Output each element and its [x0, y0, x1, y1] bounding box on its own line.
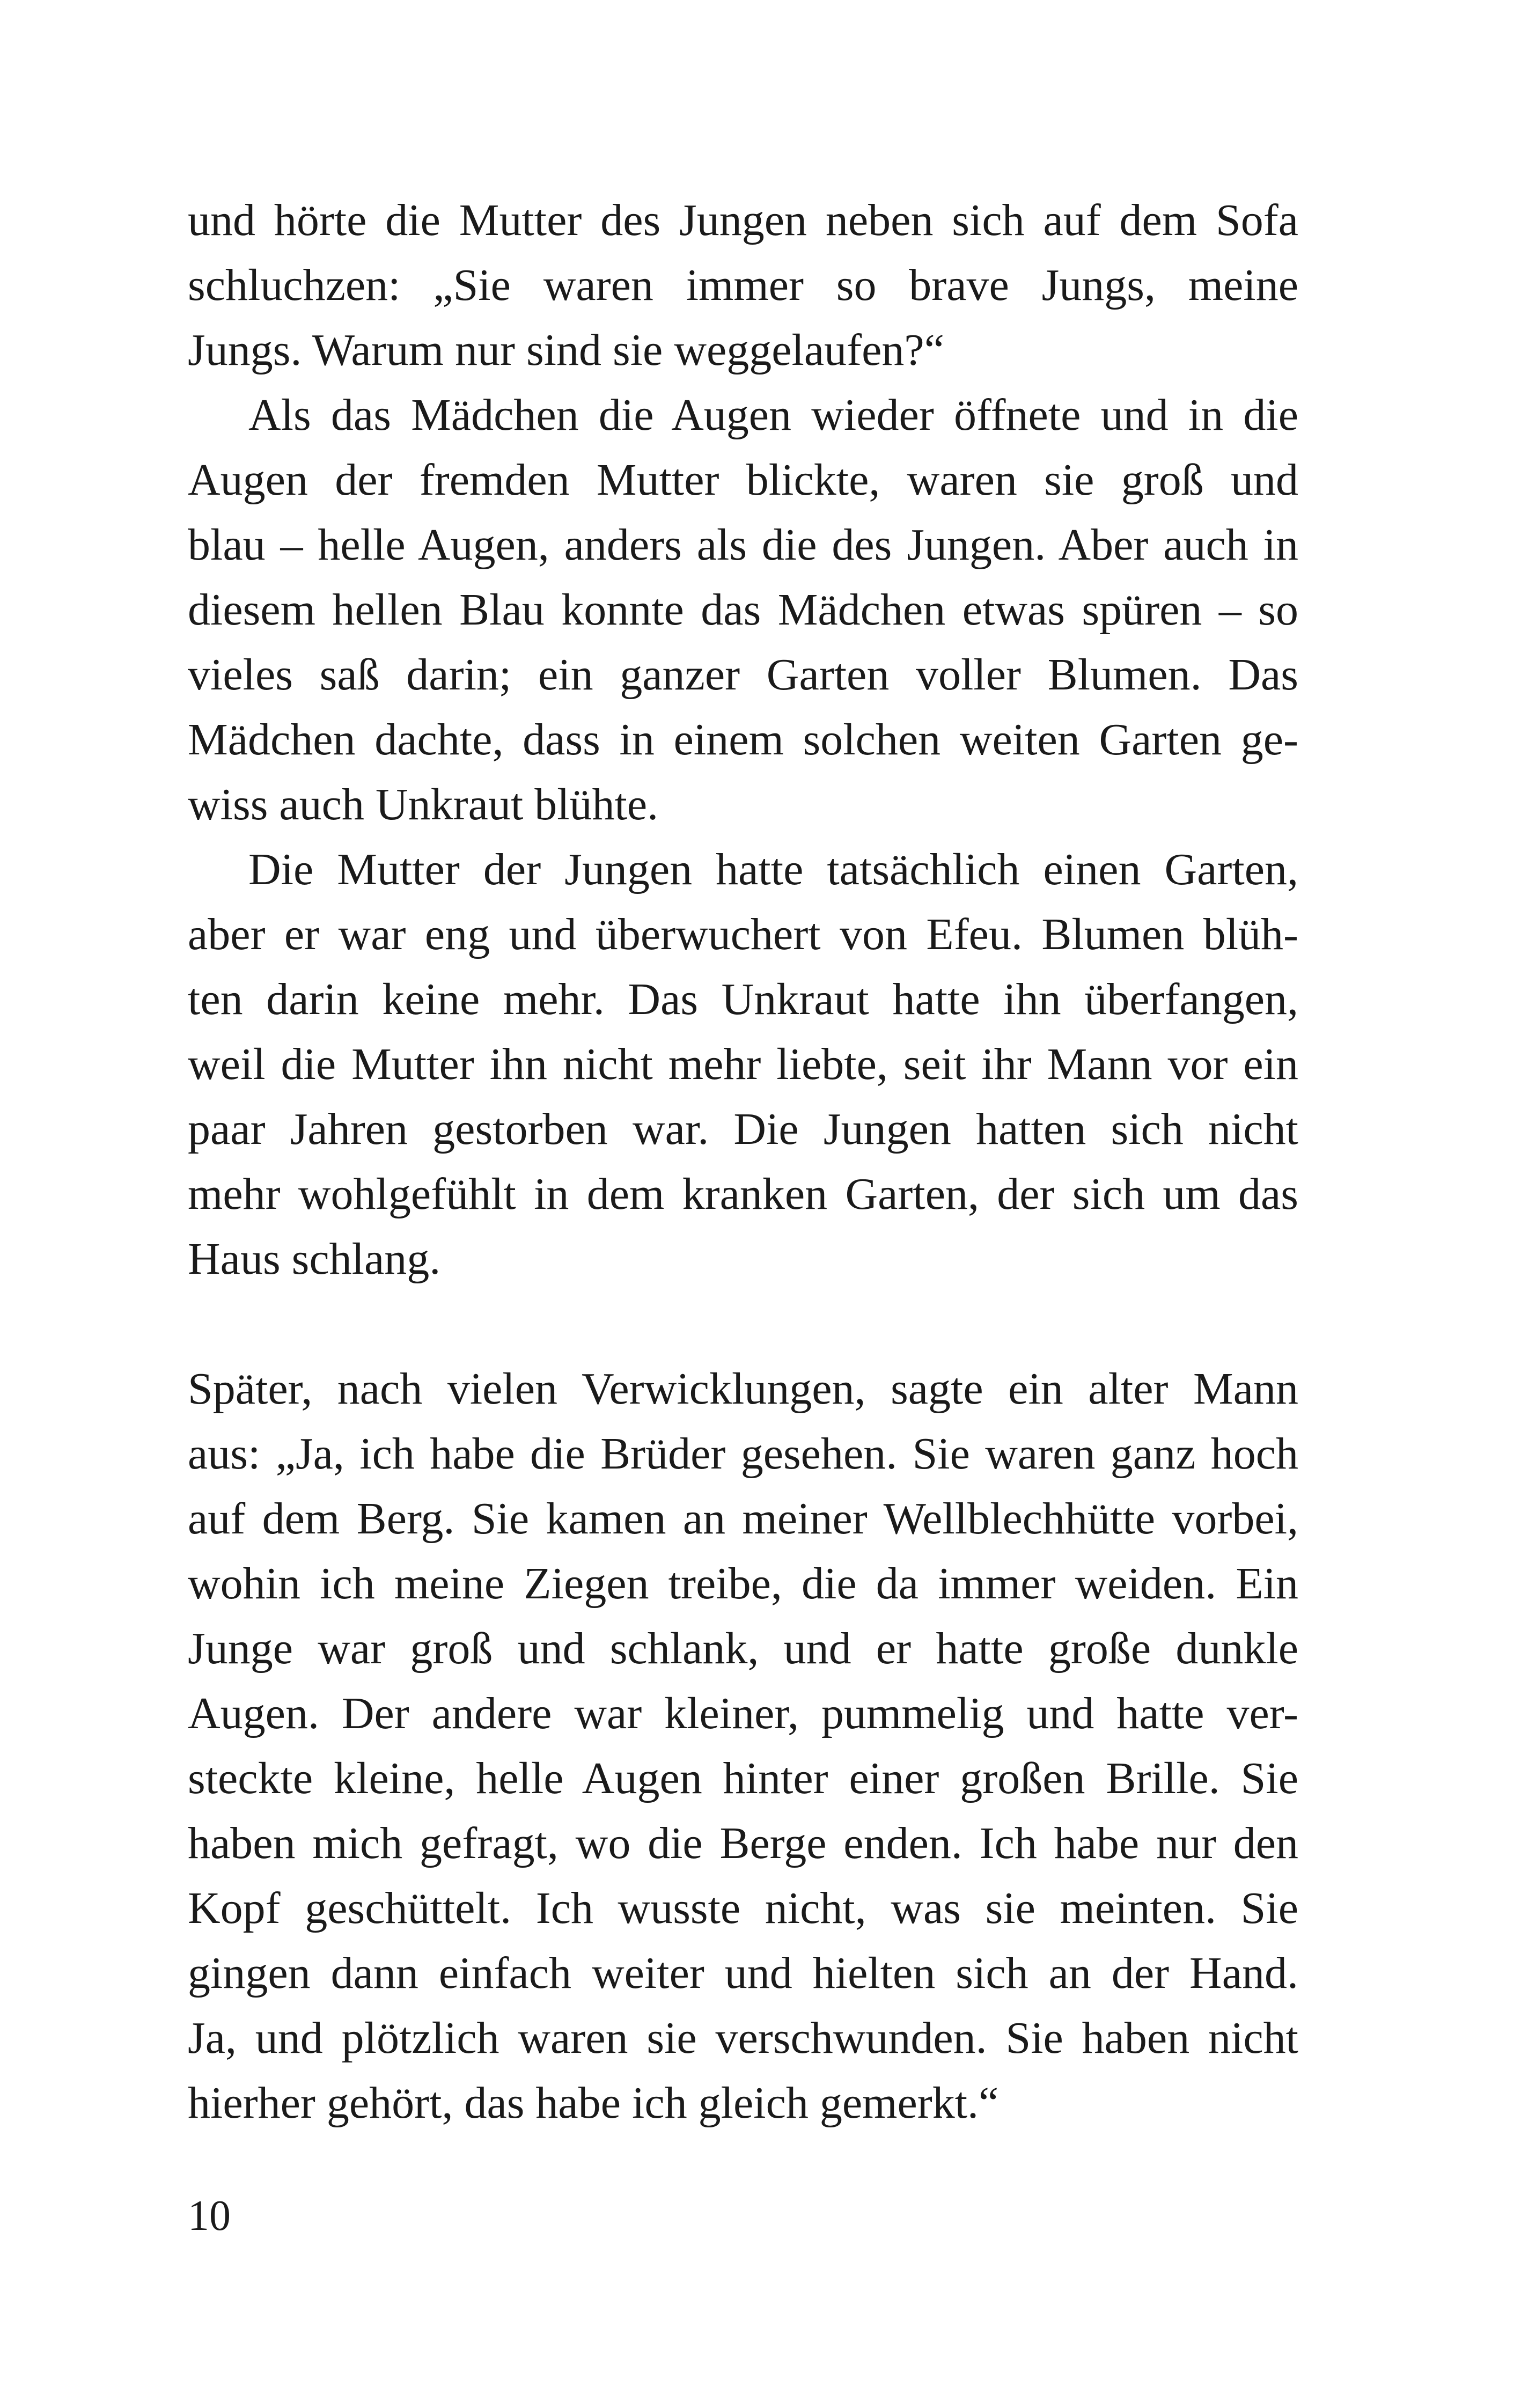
text-line: Haus schlang. — [188, 1234, 441, 1284]
text-line: haben mich gefragt, wo die Berge enden. Ich habe nur den — [188, 1818, 1298, 1868]
text-line: blau – helle Augen, anders als die des Jungen. Aber auch in — [188, 520, 1298, 570]
text-line: Kopf geschüttelt. Ich wusste nicht, was sie meinten. Sie — [188, 1883, 1298, 1933]
text-line: Mädchen dachte, dass in einem solchen weiten Garten ge- — [188, 715, 1298, 765]
page-number: 10 — [188, 2192, 231, 2240]
text-line: steckte kleine, helle Augen hinter einer großen Brille. Sie — [188, 1753, 1298, 1803]
text-line: hierher gehört, das habe ich gleich gemerkt.“ — [188, 2078, 999, 2128]
page-body — [188, 188, 1298, 2135]
text-line: vieles saß darin; ein ganzer Garten voller Blumen. Das — [188, 650, 1298, 700]
text-line: auf dem Berg. Sie kamen an meiner Wellblechhütte vorbei, — [188, 1494, 1298, 1544]
text-line: Junge war groß und schlank, und er hatte große dunkle — [188, 1624, 1298, 1673]
text-line: paar Jahren gestorben war. Die Jungen hatten sich nicht — [188, 1104, 1298, 1154]
paragraph-4 — [188, 1356, 1298, 2135]
text-line: Als das Mädchen die Augen wieder öffnete und in die — [248, 390, 1298, 440]
text-line: ten darin keine mehr. Das Unkraut hatte ihn überfangen, — [188, 974, 1298, 1024]
text-line: wohin ich meine Ziegen treibe, die da immer weiden. Ein — [188, 1559, 1298, 1609]
paragraph-3 — [188, 837, 1298, 1291]
text-line: aber er war eng und überwuchert von Efeu. Blumen blüh- — [188, 909, 1298, 959]
text-line: weil die Mutter ihn nicht mehr liebte, seit ihr Mann vor ein — [188, 1039, 1298, 1089]
text-line: gingen dann einfach weiter und hielten sich an der Hand. — [188, 1948, 1298, 1998]
text-line: und hörte die Mutter des Jungen neben sich auf dem Sofa — [188, 195, 1298, 245]
text-line: diesem hellen Blau konnte das Mädchen etwas spüren – so — [188, 585, 1298, 635]
text-line: mehr wohlgefühlt in dem kranken Garten, der sich um das — [188, 1169, 1298, 1219]
paragraph-1 — [188, 188, 1298, 383]
text-line: Jungs. Warum nur sind sie weggelaufen?“ — [188, 325, 944, 375]
text-line: Die Mutter der Jungen hatte tatsächlich einen Garten, — [248, 845, 1298, 894]
text-line: Augen der fremden Mutter blickte, waren sie groß und — [188, 455, 1298, 505]
text-line: aus: „Ja, ich habe die Brüder gesehen. Sie waren ganz hoch — [188, 1429, 1298, 1479]
paragraph-2 — [188, 383, 1298, 837]
text-line: Später, nach vielen Verwicklungen, sagte ein alter Mann — [188, 1364, 1298, 1414]
section-break — [188, 1291, 1298, 1356]
text-line: Augen. Der andere war kleiner, pummelig und hatte ver- — [188, 1688, 1298, 1738]
text-line: schluchzen: „Sie waren immer so brave Jungs, meine — [188, 260, 1298, 310]
text-line: Ja, und plötzlich waren sie verschwunden. Sie haben nicht — [188, 2013, 1298, 2063]
text-line: wiss auch Unkraut blühte. — [188, 780, 659, 829]
